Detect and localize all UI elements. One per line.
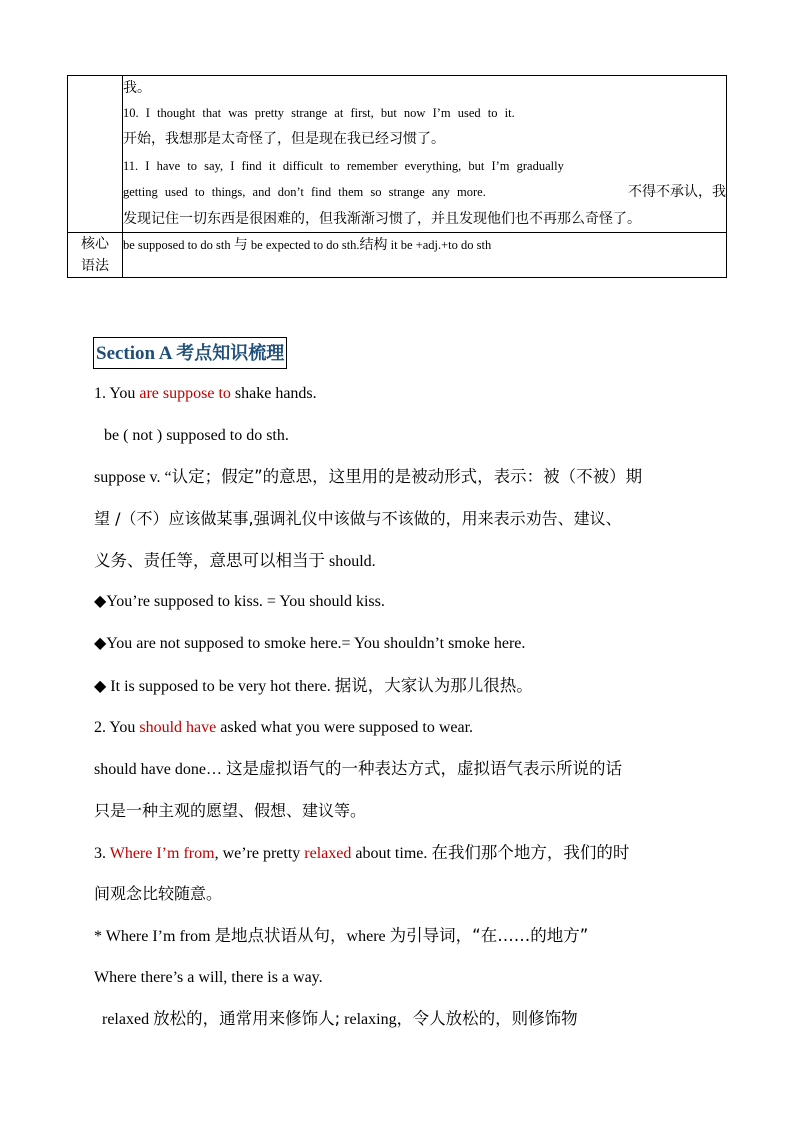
highlight-text: are suppose to (139, 385, 231, 402)
text: should have done… (94, 761, 226, 779)
sentence-text-cn: 不得不承认，我 (628, 184, 726, 200)
sentence-line: 10. I thought that was pretty strange at first, but now I’m used to it. (123, 106, 515, 120)
text: shake hands. (230, 385, 317, 402)
text: 这是虚拟语气的一种表达方式，虚拟语气表示所说的话 (225, 759, 622, 779)
note-line (94, 840, 706, 882)
text: 据说，大家认为那儿很热。 (334, 675, 533, 695)
section-title-en: Section A (96, 343, 177, 364)
note-line: 间观念比较随意。 (94, 884, 223, 904)
sentence-line: 11. I have to say, I find it difficult to remember everything, but I’m gradually (123, 159, 564, 173)
vocabulary-table (67, 75, 727, 278)
text: where (346, 927, 390, 945)
note-line: Where there’s a will, there is a way. (94, 968, 323, 986)
note-line (94, 673, 706, 715)
text: asked what you were supposed to wear. (216, 718, 474, 736)
label-line: 核心 (81, 236, 109, 252)
note-line: ◆You are not supposed to smoke here.= You shouldn’t smoke here. (94, 635, 526, 653)
grammar-text: 与 (233, 237, 248, 253)
text: 是地点状语从句， (214, 925, 347, 945)
table-row (68, 233, 727, 278)
note-line (94, 464, 706, 506)
grammar-text: it be +adj.+to do sth (387, 238, 492, 252)
text: 3. (94, 844, 110, 862)
text: * Where I’m from (94, 927, 215, 945)
section-title-cn: 考点知识梳理 (176, 343, 285, 364)
grammar-cell (123, 233, 727, 278)
core-grammar-label (68, 233, 123, 278)
text: about time. (351, 844, 432, 862)
text: relaxing， (340, 1011, 413, 1029)
note-line (94, 715, 706, 757)
grammar-text: 结构 (359, 237, 388, 253)
note-line (94, 756, 706, 798)
sentence-cell (123, 76, 727, 233)
text: , we’re pretty (214, 844, 305, 862)
sentence-line (123, 179, 726, 206)
note-line (94, 923, 706, 965)
sentence-line: 开始，我想那是太奇怪了，但是现在我已经习惯了。 (123, 131, 445, 147)
label-line: 语法 (81, 258, 109, 274)
text: 放松的，通常用来修饰人; (153, 1009, 341, 1029)
note-line: 望 /（不）应该做某事,强调礼仪中该做与不该做的，用来表示劝告、建议、 (94, 509, 622, 529)
text: 义务、责任等，意思可以相当于 (94, 550, 325, 570)
text: should. (325, 552, 376, 570)
note-line: 只是一种主观的愿望、假想、建议等。 (94, 800, 367, 820)
notes-body (94, 381, 706, 1048)
text: 令人放松的，则修饰物 (412, 1009, 578, 1029)
grammar-text: be expected to do sth. (247, 238, 360, 252)
text: 2. You (94, 718, 140, 736)
highlight-text: Where I’m from (109, 844, 215, 862)
text: relaxed (102, 1011, 154, 1029)
highlight-text: relaxed (304, 844, 352, 862)
sentence-line: 发现记住一切东西是很困难的，但我渐渐习惯了，并且发现他们也不再那么奇怪了。 (123, 211, 641, 227)
sentence-line: 我。 (123, 80, 151, 96)
text: 为引导词，“在……的地方” (389, 925, 589, 945)
section-heading (93, 337, 287, 369)
note-line (94, 381, 706, 423)
note-line (94, 548, 706, 590)
grammar-text: be supposed to do sth (123, 238, 234, 252)
highlight-text: should have (139, 718, 217, 736)
text: 1. You (94, 385, 140, 402)
table-row (68, 76, 727, 233)
text: ◆ It is supposed to be very hot there. (94, 677, 335, 695)
text: 认定；假定”的意思，这里用的是被动形式，表示：被（不被）期 (171, 467, 643, 487)
empty-label-cell (68, 76, 123, 233)
text: 在我们那个地方，我们的时 (431, 842, 630, 862)
text: suppose v. “ (94, 469, 172, 487)
note-line (94, 1006, 706, 1048)
sentence-text-en: getting used to things, and don’t find them so strange any more. (123, 185, 486, 199)
note-line: ◆You’re supposed to kiss. = You should kiss. (94, 593, 385, 611)
note-line: be ( not ) supposed to do sth. (104, 426, 289, 444)
